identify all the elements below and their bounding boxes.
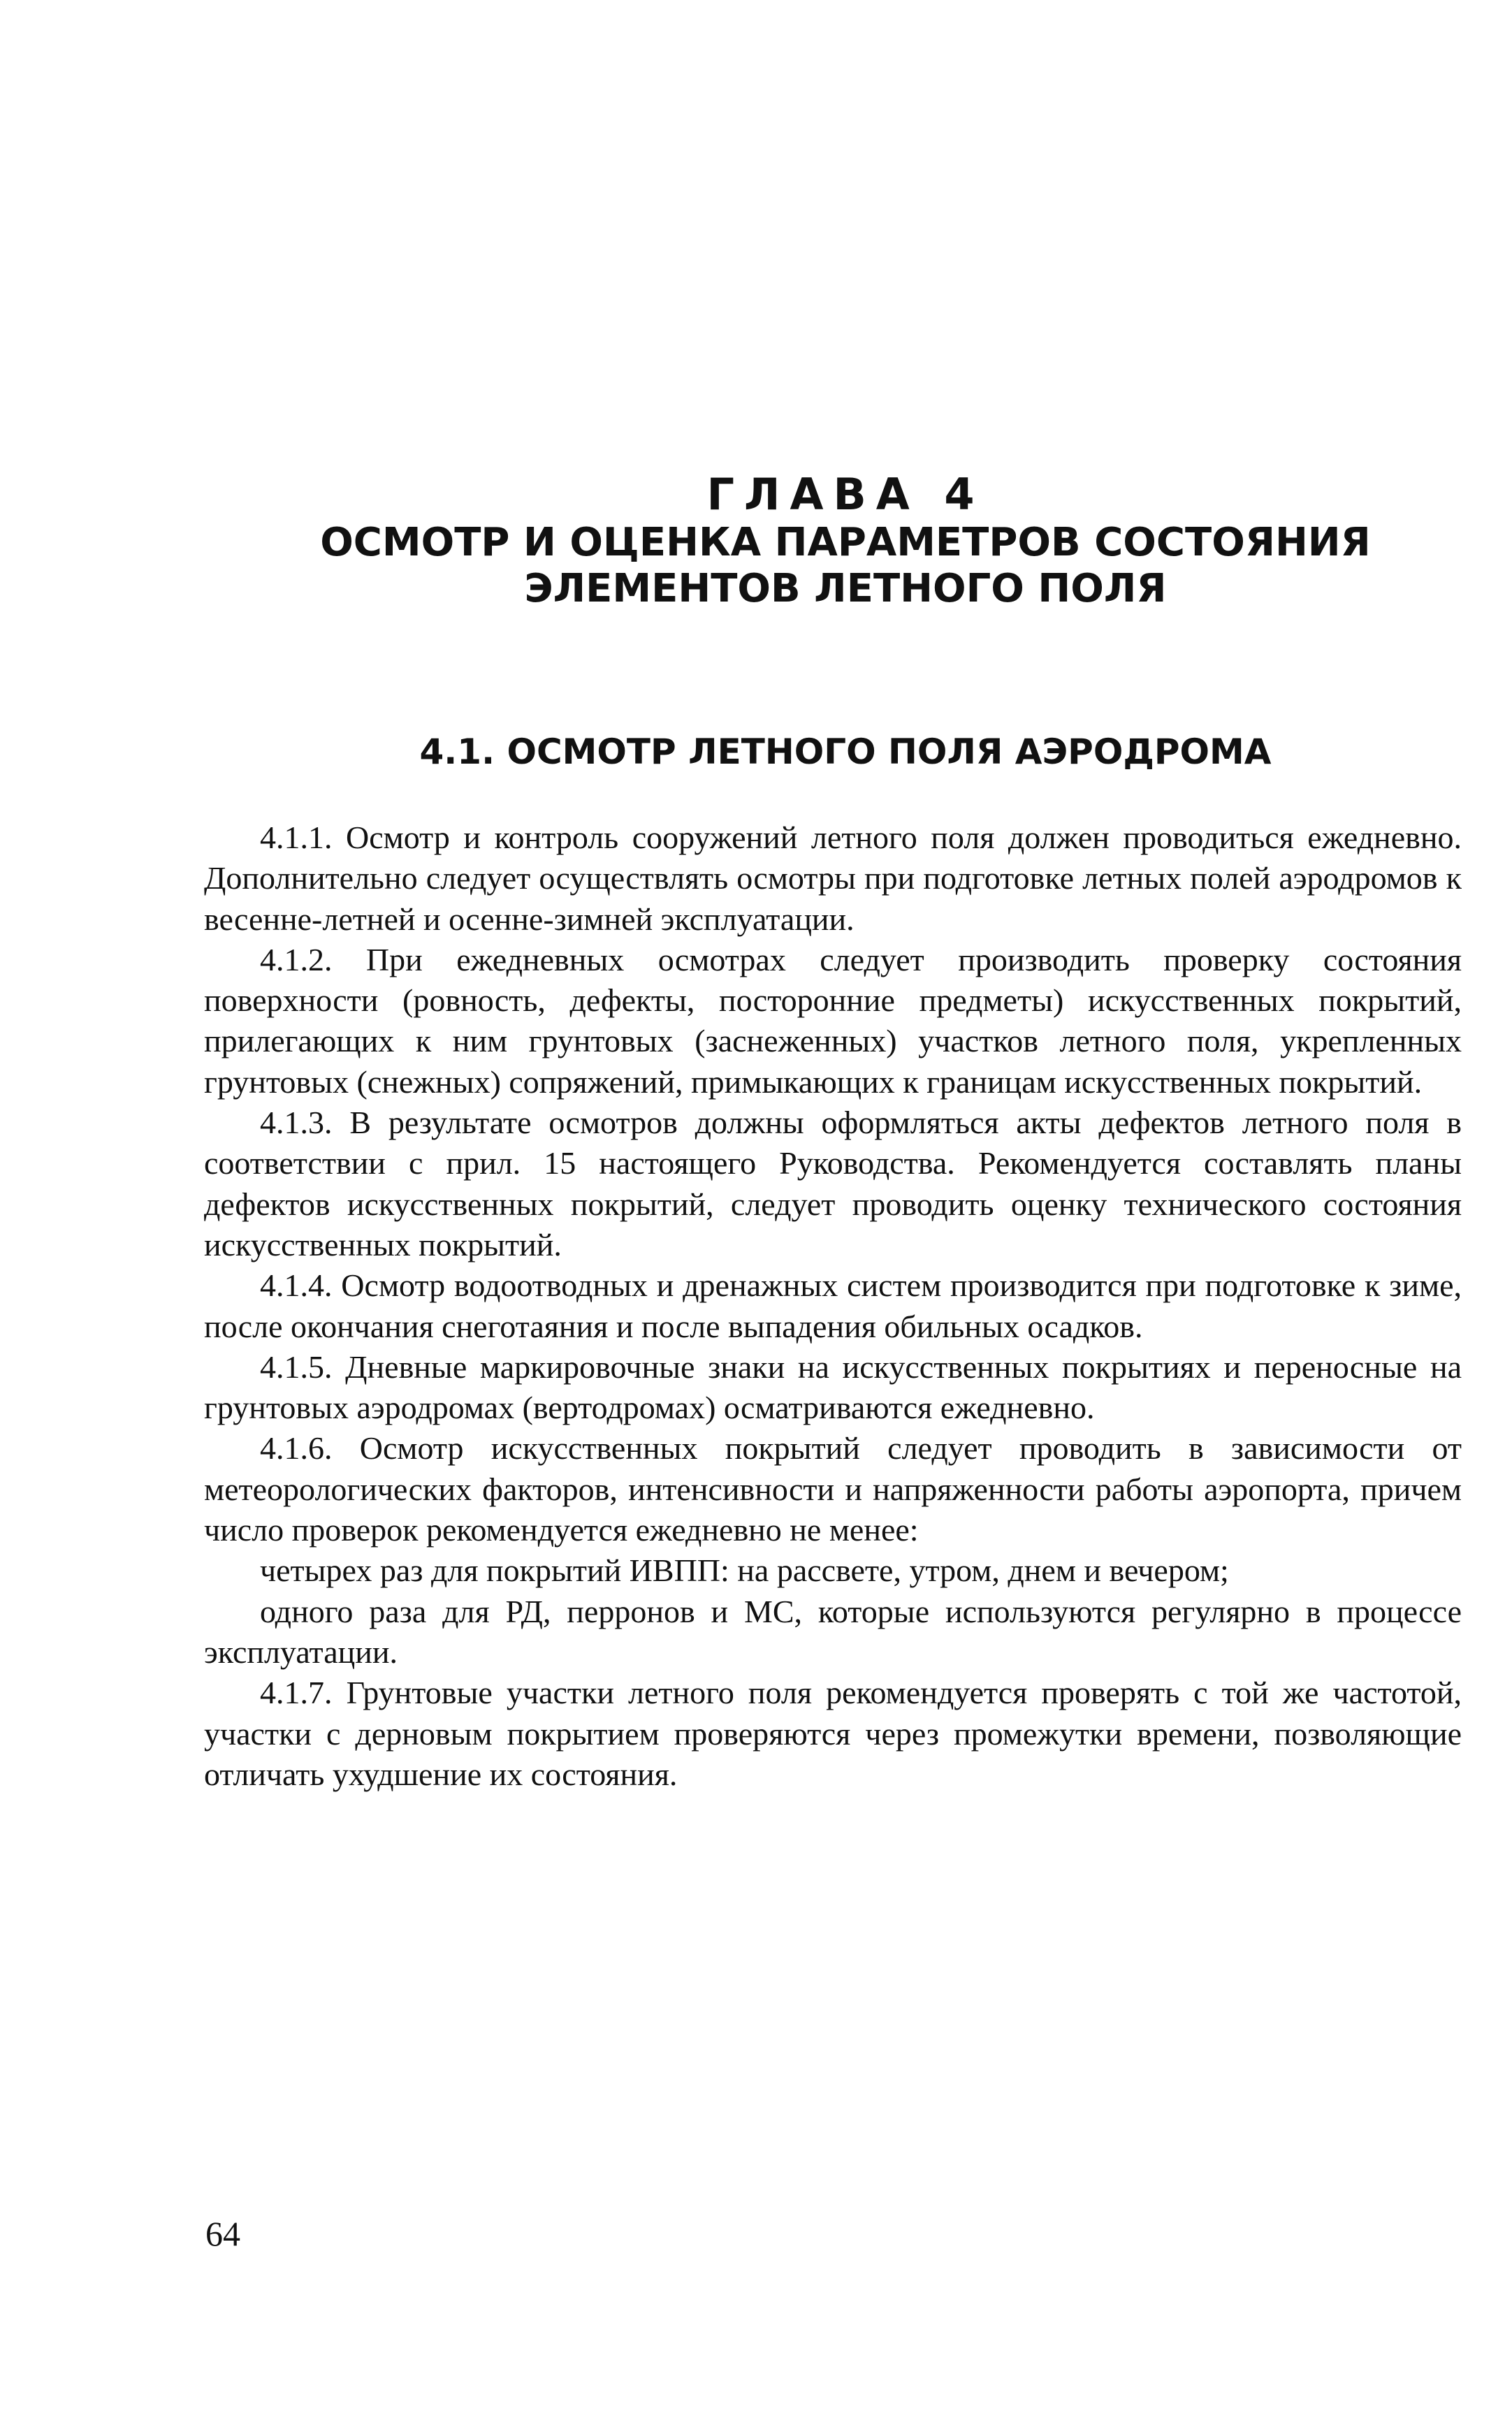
chapter-title-line-1: ОСМОТР И ОЦЕНКА ПАРАМЕТРОВ СОСТОЯНИЯ — [320, 520, 1371, 565]
paragraph-4-1-6: 4.1.6. Осмотр искусственных покрытий следует проводить в зависимости от метеорологических факторов, интенсивности и напряженности работы аэропорта, причем число проверок рекомендуется ежедневно не менее: — [204, 1430, 1462, 1548]
paragraph-4-1-7: 4.1.7. Грунтовые участки летного поля рекомендуется проверять с той же частотой, участки с дерновым покрытием проверяются через промежутки времени, позволяющие отличать ухудшение их состояния. — [204, 1675, 1462, 1792]
paragraph-4-1-5: 4.1.5. Дневные маркировочные знаки на искусственных покрытиях и переносные на грунтовых аэродромах (вертодромах) осматриваются ежедневно. — [204, 1348, 1462, 1426]
section-title: 4.1. ОСМОТР ЛЕТНОГО ПОЛЯ АЭРОДРОМА — [419, 732, 1272, 772]
paragraph-4-1-6-item-2: одного раза для РД, перронов и МС, которые используются регулярно в процессе эксплуатации. — [204, 1593, 1462, 1670]
chapter-label: ГЛАВА 4 — [706, 469, 984, 520]
paragraph-4-1-2: 4.1.2. При ежедневных осмотрах следует производить проверку состояния поверхности (ровность, дефекты, посторонние предметы) искусственных покрытий, прилегающих к ним грунтовых (заснеженных) участков летного поля, укрепленных грунтовых (снежных) сопряжений, примыкающих к границам искусственных покрытий. — [204, 941, 1462, 1100]
paragraph-4-1-3: 4.1.3. В результате осмотров должны оформляться акты дефектов летного поля в соответствии с прил. 15 настоящего Руководства. Рекомендуется составлять планы дефектов искусственных покрытий, следует проводить оценку технического состояния искусственных покрытий. — [204, 1105, 1462, 1262]
paragraph-4-1-1: 4.1.1. Осмотр и контроль сооружений летного поля должен проводиться ежедневно. Дополнительно следует осуществлять осмотры при подготовке летных полей аэродромов к весенне-летней и осенне-зимней эксплуатации. — [204, 820, 1462, 937]
body-text — [204, 817, 1462, 1795]
chapter-heading — [210, 470, 1481, 612]
chapter-title-line-2: ЭЛЕМЕНТОВ ЛЕТНОГО ПОЛЯ — [524, 566, 1167, 611]
paragraph-4-1-6-item-1: четырех раз для покрытий ИВПП: на рассвете, утром, днем и вечером; — [260, 1552, 1229, 1589]
paragraph-4-1-4: 4.1.4. Осмотр водоотводных и дренажных систем производится при подготовке к зиме, после окончания снеготаяния и после выпадения обильных осадков. — [204, 1267, 1462, 1344]
page-number: 64 — [205, 2214, 240, 2253]
